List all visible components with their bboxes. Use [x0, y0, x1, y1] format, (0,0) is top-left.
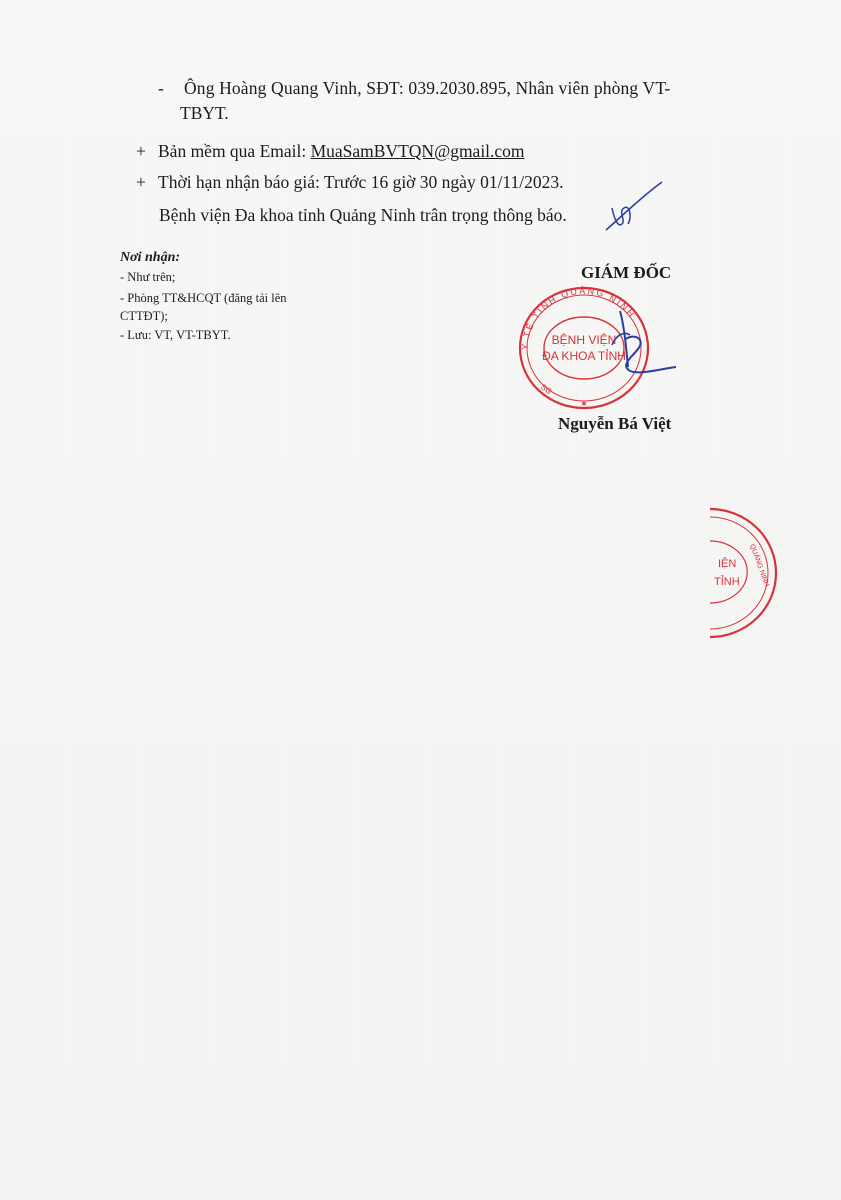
contact-line: [158, 78, 671, 99]
edge-stamp-line1: IỆN: [718, 558, 737, 570]
stamp-outer-text: Y TẾ TỈNH QUẢNG NINH: [519, 285, 638, 351]
deadline-line: [136, 172, 564, 193]
edge-stamp-outer: QUẢNG NINH: [748, 543, 770, 588]
recipients-title: Nơi nhận:: [120, 250, 181, 265]
plus-bullet: +: [136, 141, 146, 161]
director-signature: [590, 305, 690, 385]
edge-stamp: [700, 505, 780, 645]
email-link[interactable]: MuaSamBVTQN@gmail.com: [310, 141, 525, 161]
deadline-text: Thời hạn nhận báo giá: Trước 16 giờ 30 ngày 01/11/2023.: [158, 172, 564, 192]
softcopy-label: Bản mềm qua Email:: [158, 141, 307, 161]
dash-bullet: -: [158, 78, 164, 98]
recipient-item: - Lưu: VT, VT-TBYT.: [120, 328, 231, 342]
signer-position: GIÁM ĐỐC: [581, 263, 672, 282]
svg-text:★: ★: [580, 399, 588, 408]
edge-stamp-line2: TỈNH: [714, 576, 740, 588]
recipient-item: CTTĐT);: [120, 309, 168, 323]
recipient-item: - Phòng TT&HCQT (đăng tải lên: [120, 291, 287, 305]
plus-bullet: +: [136, 172, 146, 192]
softcopy-line: [136, 141, 525, 162]
recipient-item: - Như trên;: [120, 270, 176, 284]
stamp-bottom: SG: [538, 382, 554, 397]
closing-text: Bệnh viện Đa khoa tỉnh Quảng Ninh trân trọng thông báo.: [159, 205, 567, 225]
contact-text: Ông Hoàng Quang Vinh, SĐT: 039.2030.895, Nhân viên phòng VT-: [184, 78, 671, 98]
stamp-line2: ĐA KHOA TỈNH: [542, 349, 626, 363]
stamp-line1: BỆNH VIỆN: [551, 333, 617, 347]
contact-line-cont: TBYT.: [180, 103, 229, 123]
signer-name: Nguyễn Bá Việt: [558, 414, 672, 433]
initial-mark-icon: [600, 178, 670, 238]
